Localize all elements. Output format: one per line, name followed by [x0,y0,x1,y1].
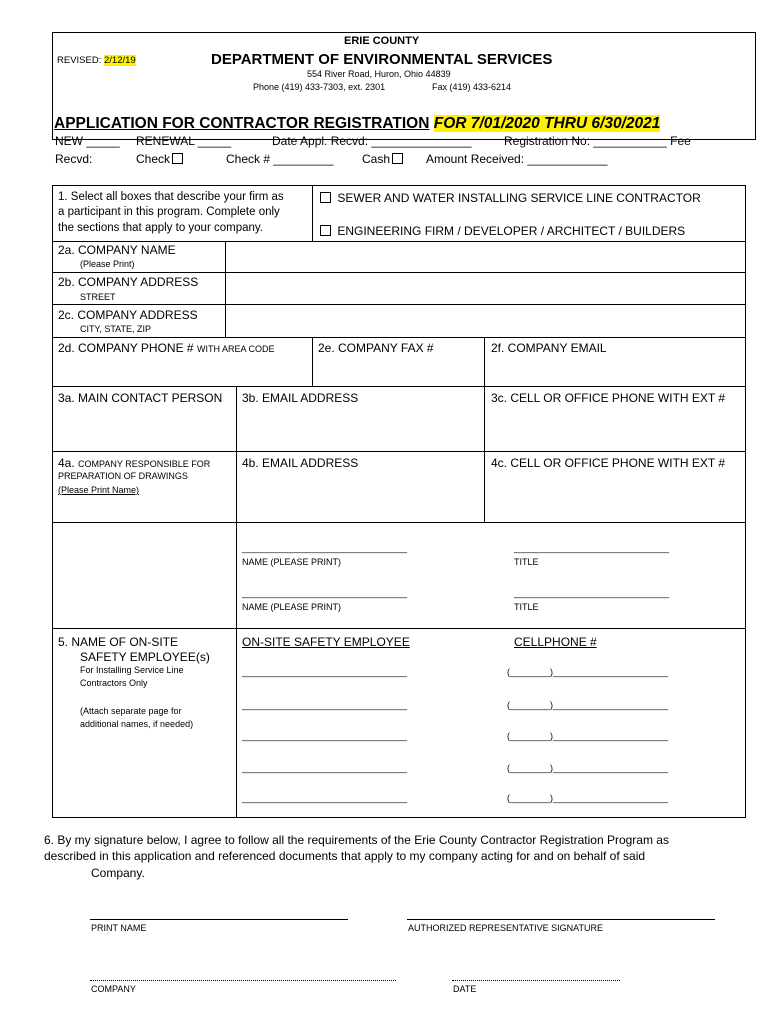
company-label: COMPANY [91,984,136,994]
company-phone-sub: WITH AREA CODE [196,344,275,354]
safety-employee-header: ON-SITE SAFETY EMPLOYEE [242,635,410,649]
company-city-label: 2c. COMPANY ADDRESS [58,308,198,322]
company-line[interactable] [90,980,396,981]
drawings-name-label-2: NAME (PLEASE PRINT) [242,602,342,612]
company-name-label: 2a. COMPANY NAME [58,243,176,257]
drawings-name-label-1: NAME (PLEASE PRINT) [242,557,342,567]
safety-attach-line2: additional names, if needed) [80,719,194,729]
company-email-label: 2f. COMPANY EMAIL [491,341,607,355]
drawings-name-line-1[interactable]: _________________________________ [242,543,408,553]
cash-label: Cash [362,152,391,166]
engineering-checkbox[interactable] [320,225,331,236]
sewer-water-label: SEWER AND WATER INSTALLING SERVICE LINE CONTRACTOR [337,191,701,205]
drawings-label-line2: PREPARATION OF DRAWINGS [58,471,188,481]
county-name: ERIE COUNTY [344,35,420,47]
department-fax: Fax (419) 433-6214 [432,82,512,92]
company-name-sublabel: (Please Print) [80,259,135,269]
check-label: Check [136,152,171,166]
engineering-label: ENGINEERING FIRM / DEVELOPER / ARCHITECT / BUILDERS [337,224,686,238]
section1-line2: a participant in this program. Complete only [58,206,280,218]
office-recvd: Recvd: [55,152,93,166]
company-city-field[interactable] [226,305,745,336]
safety-employee-line-1[interactable]: _________________________________ [242,667,408,677]
company-street-field[interactable] [226,273,745,303]
safety-attach-line1: (Attach separate page for [80,706,182,716]
safety-employee-line-3[interactable]: _________________________________ [242,731,408,741]
check-checkbox[interactable] [172,153,183,164]
safety-note-line2: Contractors Only [80,678,148,688]
drawings-email-label: 4b. EMAIL ADDRESS [242,456,359,470]
form-period: FOR 7/01/2020 THRU 6/30/2021 [433,115,661,132]
main-contact-label: 3a. MAIN CONTACT PERSON [58,391,223,405]
safety-cellphone-header: CELLPHONE # [514,635,597,649]
print-name-label: PRINT NAME [91,923,147,933]
company-street-sublabel: STREET [80,292,116,302]
office-renewal: RENEWAL _____ [136,134,232,148]
office-reg-no: Registration No: ___________ Fee [504,134,691,148]
agreement-line2: described in this application and referenced documents that apply to my company acting for and on behalf of said [44,849,646,863]
office-check-no: Check # _________ [226,152,334,166]
drawings-phone-label: 4c. CELL OR OFFICE PHONE WITH EXT # [491,456,726,470]
revised-text: REVISED: [57,55,102,66]
agreement-line1: 6. By my signature below, I agree to follow all the requirements of the Erie County Contractor Registration Program as [44,833,669,847]
company-street-label: 2b. COMPANY ADDRESS [58,275,199,289]
office-new: NEW _____ [55,134,120,148]
signature-label: AUTHORIZED REPRESENTATIVE SIGNATURE [408,923,604,933]
safety-cell-line-3[interactable]: (________)_______________________ [507,731,669,741]
safety-employee-line-4[interactable]: _________________________________ [242,763,408,773]
company-name-field[interactable] [226,242,745,271]
safety-label-line2: SAFETY EMPLOYEE(s) [80,650,210,664]
department-name: DEPARTMENT OF ENVIRONMENTAL SERVICES [211,51,553,68]
office-cash [362,152,406,166]
signature-line[interactable] [407,919,715,920]
office-check [136,152,186,166]
drawings-title-label-1: TITLE [514,557,539,567]
revised-label [57,55,136,66]
date-label: DATE [453,984,477,994]
department-address: 554 River Road, Huron, Ohio 44839 [307,69,451,79]
sewer-water-checkbox[interactable] [320,192,331,203]
company-phone-text: 2d. COMPANY PHONE # [58,341,194,355]
agreement-line3: Company. [91,866,145,880]
drawings-title-line-1[interactable]: _______________________________ [514,543,670,553]
safety-employee-line-2[interactable]: _________________________________ [242,700,408,710]
company-city-sublabel: CITY, STATE, ZIP [80,324,152,334]
safety-cell-line-4[interactable]: (________)_______________________ [507,763,669,773]
safety-employee-line-5[interactable]: _________________________________ [242,793,408,803]
section1-line1: 1. Select all boxes that describe your firm as [58,191,284,203]
drawings-title-line-2[interactable]: _______________________________ [514,588,670,598]
drawings-label-line1 [58,456,210,470]
option-sewer-water[interactable] [318,191,701,205]
company-phone-label [58,341,274,355]
form-title-text: APPLICATION FOR CONTRACTOR REGISTRATION [54,115,430,132]
drawings-title-label-2: TITLE [514,602,539,612]
drawings-label-text: COMPANY RESPONSIBLE FOR [78,459,211,469]
department-phone: Phone (419) 433-7303, ext. 2301 [253,82,386,92]
safety-label-line1: 5. NAME OF ON-SITE [58,635,179,649]
drawings-label-line3: (Please Print Name) [58,485,140,495]
option-engineering[interactable] [318,224,685,238]
contact-phone-label: 3c. CELL OR OFFICE PHONE WITH EXT # [491,391,726,405]
revised-date: 2/12/19 [104,55,136,66]
form-title [54,115,660,133]
office-amount: Amount Received: ____________ [426,152,608,166]
safety-note-line1: For Installing Service Line [80,665,184,675]
contact-email-label: 3b. EMAIL ADDRESS [242,391,359,405]
section1-line3: the sections that apply to your company. [58,222,263,234]
safety-cell-line-1[interactable]: (________)_______________________ [507,667,669,677]
print-name-line[interactable] [90,919,348,920]
date-line[interactable] [452,980,620,981]
safety-cell-line-5[interactable]: (________)_______________________ [507,793,669,803]
company-fax-label: 2e. COMPANY FAX # [318,341,434,355]
office-date-recvd: Date Appl. Recvd: _______________ [272,134,472,148]
cash-checkbox[interactable] [392,153,403,164]
drawings-prefix: 4a. [58,456,75,470]
drawings-name-line-2[interactable]: _________________________________ [242,588,408,598]
safety-cell-line-2[interactable]: (________)_______________________ [507,700,669,710]
